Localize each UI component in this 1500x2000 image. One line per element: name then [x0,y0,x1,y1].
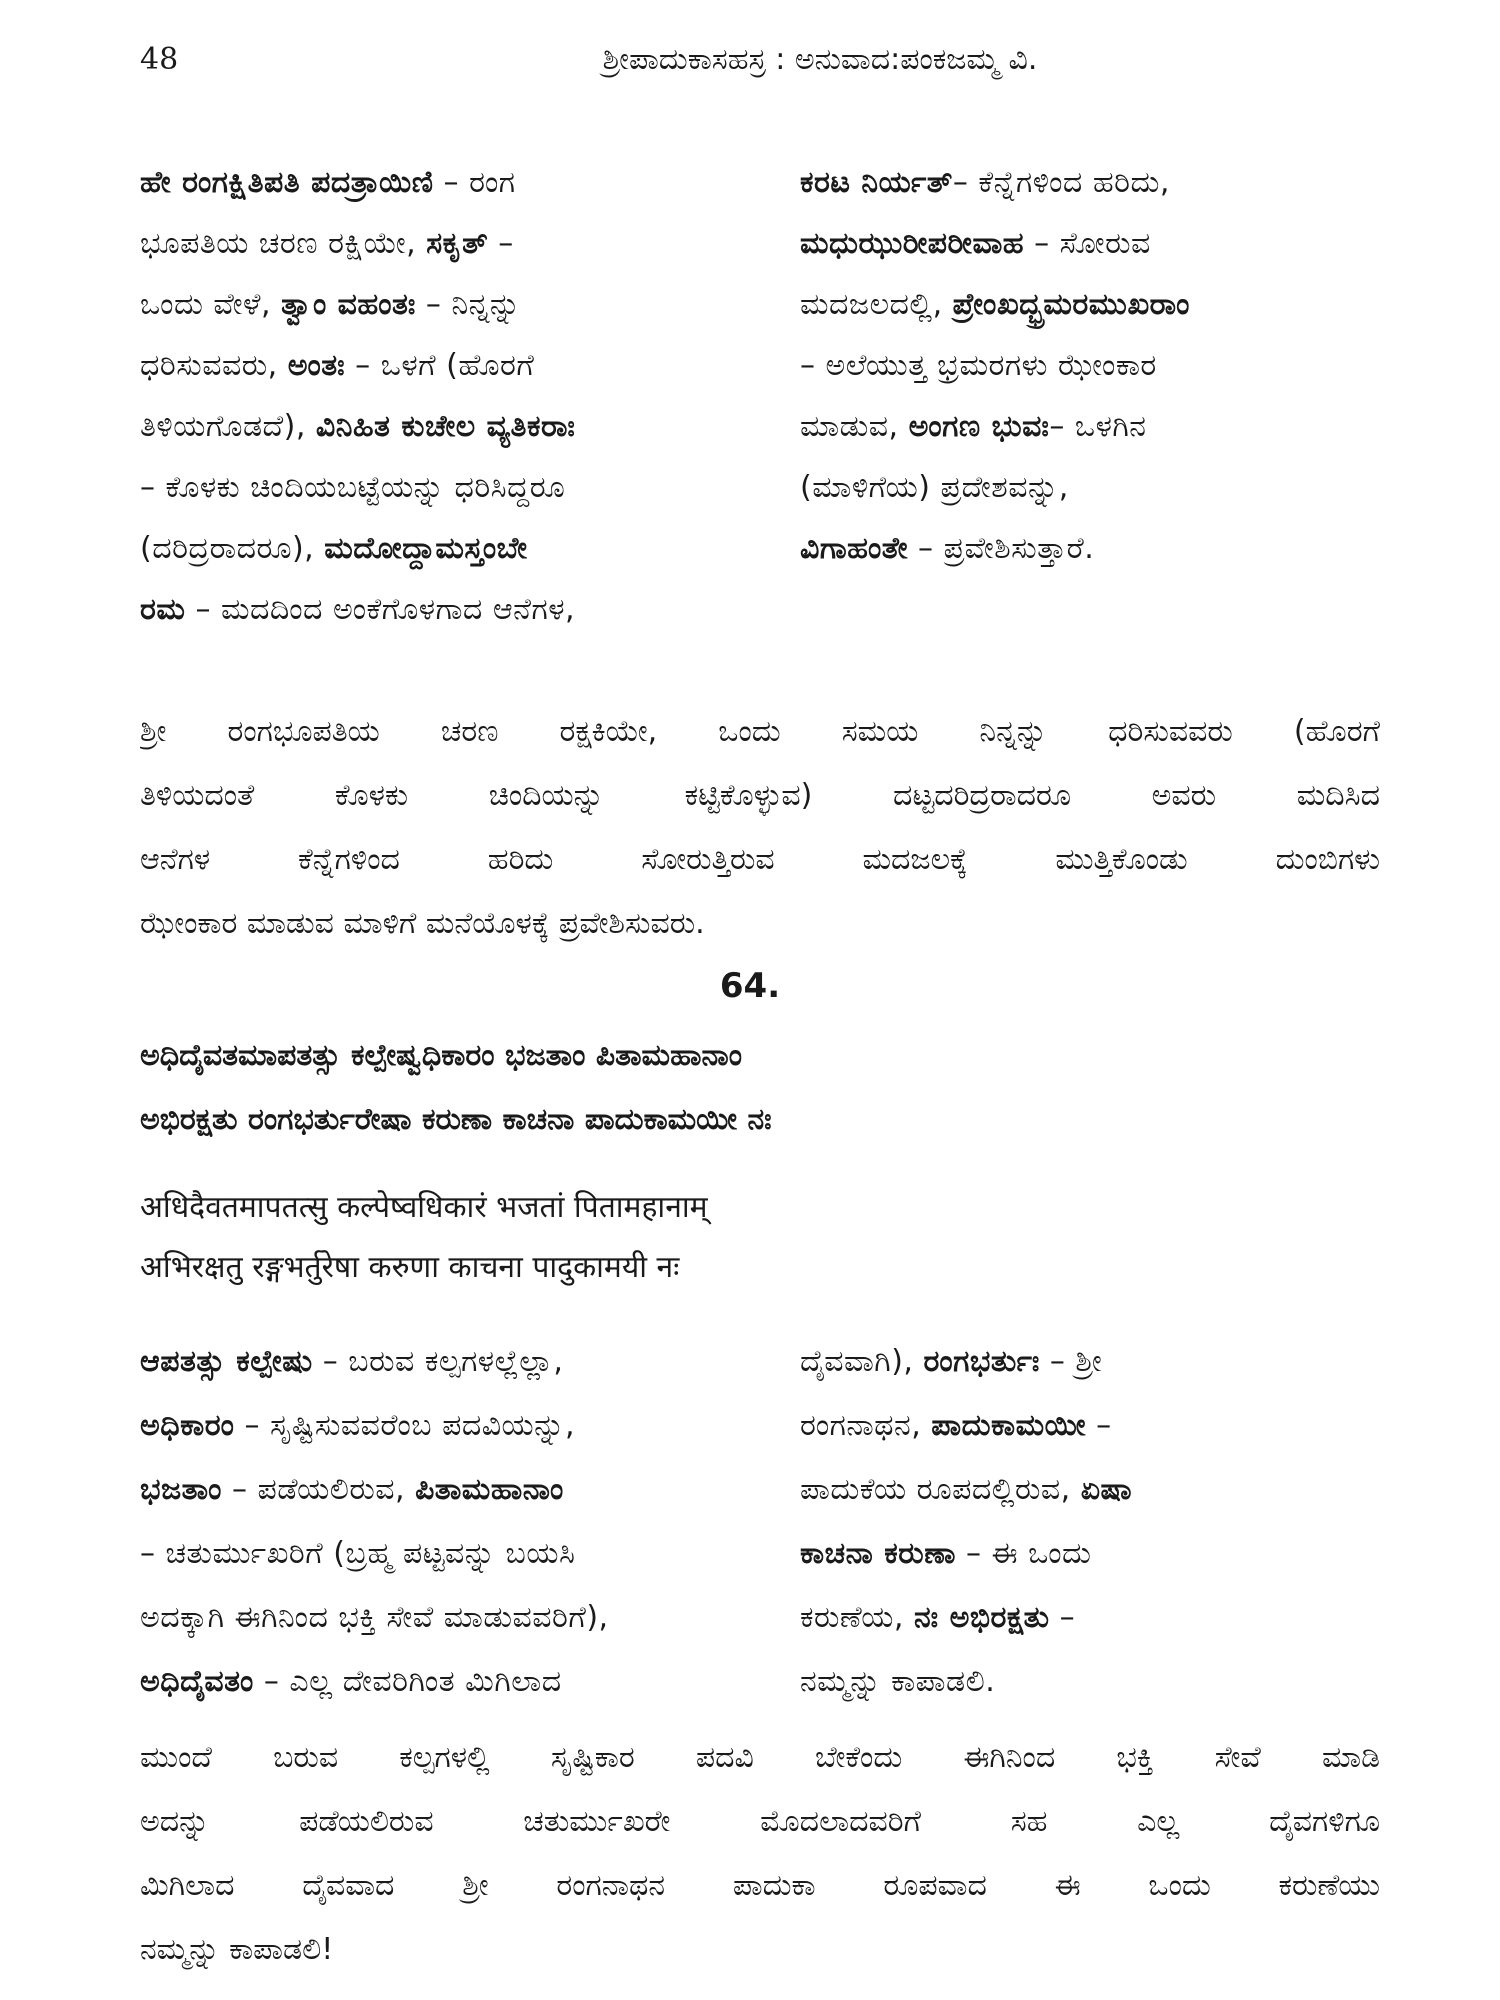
gloss-term: ಕರಟ ನಿರ್ಯತ್ [800,165,953,200]
verse-sanskrit [140,1178,1380,1298]
gloss-meaning: (ದರಿದ್ರರಾದರೂ), [140,531,325,566]
gloss-line [140,1650,750,1714]
gloss-meaning: – ಎಲ್ಲ ದೇವರಿಗಿಂತ ಮಿಗಿಲಾದ [253,1664,562,1699]
gloss-term: ಕಾಚನಾ ಕರುಣಾ [800,1536,956,1571]
gloss-meaning: – ಶ್ರೀ [1039,1344,1103,1379]
gloss-line [140,1394,750,1458]
gloss-meaning: – ಬರುವ ಕಲ್ಪಗಳಲ್ಲೆಲ್ಲಾ, [312,1344,564,1379]
gloss-line [140,213,750,274]
gloss-line [800,1650,1380,1714]
gloss-left-column [140,152,750,640]
verse-kannada [140,1024,1380,1152]
sanskrit-line: अधिदैवतमापतत्सु कल्पेष्वधिकारं भजतां पितामहानाम् [140,1190,708,1225]
gloss-line [140,152,750,213]
gloss-meaning: ಒಂದು ವೇಳೆ, [140,287,282,322]
gloss-meaning: – ಪ್ರವೇಶಿಸುತ್ತಾರೆ. [908,531,1095,566]
gloss-term: ಏಷಾ [1080,1472,1133,1507]
gloss-line [800,1586,1380,1650]
gloss-term: ಮಧುಝುರೀಪರೀವಾಹ [800,226,1025,261]
paragraph-line: ಆನೆಗಳ ಕೆನ್ನೆಗಳಿಂದ ಹರಿದು ಸೋರುತ್ತಿರುವ ಮದಜಲಕ್ಕೆ ಮುತ್ತಿಕೊಂಡು ದುಂಬಿಗಳು [140,842,1380,877]
gloss-meaning: – [1049,1600,1076,1635]
gloss-term: ಪಿತಾಮಹಾನಾಂ [415,1472,564,1507]
gloss-term: ವಿನಿಹಿತ ಕುಚೇಲ ವ್ಯತಿಕರಾಃ [315,409,576,444]
gloss-line [140,335,750,396]
word-gloss-verse-63 [140,152,1380,640]
gloss-line [140,1458,750,1522]
gloss-meaning: ದೈವವಾಗಿ), [800,1344,924,1379]
verse-number: 64. [719,966,781,1006]
gloss-meaning: – ಸೋರುವ [1024,226,1151,261]
gloss-line [800,1458,1380,1522]
gloss-meaning: – ಚತುರ್ಮುಖರಿಗೆ (ಬ್ರಹ್ಮ ಪಟ್ಟವನ್ನು ಬಯಸಿ [140,1536,576,1571]
gloss-line [800,335,1380,396]
gloss-term: ಅಧಿದೈವತಂ [140,1664,254,1699]
gloss-meaning: ಅದಕ್ಕಾಗಿ ಈಗಿನಿಂದ ಭಕ್ತಿ ಸೇವೆ ಮಾಡುವವರಿಗೆ), [140,1600,609,1635]
paragraph-line: ಮಿಗಿಲಾದ ದೈವವಾದ ಶ್ರೀ ರಂಗನಾಥನ ಪಾದುಕಾ ರೂಪವಾದ ಈ ಒಂದು ಕರುಣೆಯು [140,1868,1380,1903]
gloss-line [140,1522,750,1586]
paragraph-line: ತಿಳಿಯದಂತೆ ಕೊಳಕು ಚಿಂದಿಯನ್ನು ಕಟ್ಟಿಕೊಳ್ಳುವ) ದಟ್ಟದರಿದ್ರರಾದರೂ ಅವರು ಮದಿಸಿದ [140,778,1380,813]
gloss-line [800,518,1380,579]
gloss-left-column [140,1330,750,1714]
gloss-meaning: – ರಂಗ [433,165,516,200]
gloss-line [800,274,1380,335]
page-number: 48 [140,42,179,77]
verse-line: ಅಭಿರಕ್ಷತು ರಂಗಭರ್ತುರೇಷಾ ಕರುಣಾ ಕಾಚನಾ ಪಾದುಕಾಮಯೀ ನಃ [140,1102,772,1137]
sanskrit-line: अभिरक्षतु रङ्गभर्तुरेषा करुणा काचना पादुकामयी नः [140,1250,680,1285]
gloss-meaning: ಮದಜಲದಲ್ಲಿ, [800,287,953,322]
gloss-term: ಪಾದುಕಾಮಯೀ [931,1408,1087,1443]
gloss-term: ಪ್ರೇಂಖದ್ಭ್ರಮರಮುಖರಾಂ [952,287,1190,322]
gloss-term: ನಃ ಅಭಿರಕ್ಷತು [914,1600,1050,1635]
gloss-term: ಹೇ ರಂಗಕ್ಷಿತಿಪತಿ ಪದತ್ರಾಯಿಣಿ [140,165,434,200]
gloss-meaning: – ಕೊಳಕು ಚಿಂದಿಯಬಟ್ಟೆಯನ್ನು ಧರಿಸಿದ್ದರೂ [140,470,566,505]
gloss-meaning: ಪಾದುಕೆಯ ರೂಪದಲ್ಲಿರುವ, [800,1472,1081,1507]
word-gloss-verse-64 [140,1330,1380,1714]
running-title: ಶ್ರೀಪಾದುಕಾಸಹಸ್ರ : ಅನುವಾದ:ಪಂಕಜಮ್ಮ ವಿ. [602,42,1038,77]
gloss-line [140,1586,750,1650]
gloss-line [140,457,750,518]
gloss-term: ಸಕೃತ್ [426,226,489,261]
gloss-meaning: – ಅಲೆಯುತ್ತ ಭ್ರಮರಗಳು ಝೇಂಕಾರ [800,348,1157,383]
gloss-meaning: – ಪಡೆಯಲಿರುವ, [221,1472,416,1507]
gloss-meaning: – ಸೃಷ್ಟಿಸುವವರೆಂಬ ಪದವಿಯನ್ನು, [234,1408,575,1443]
gloss-term: ಅಂಗಣ ಭುವಃ [908,409,1050,444]
gloss-line [800,213,1380,274]
paragraph-line: ಮುಂದೆ ಬರುವ ಕಲ್ಪಗಳಲ್ಲಿ ಸೃಷ್ಟಿಕಾರ ಪದವಿ ಬೇಕೆಂದು ಈಗಿನಿಂದ ಭಕ್ತಿ ಸೇವೆ ಮಾಡಿ [140,1740,1380,1775]
gloss-meaning: – ಕೆನ್ನೆಗಳಿಂದ ಹರಿದು, [952,165,1170,200]
gloss-term: ಭಜತಾಂ [140,1472,222,1507]
gloss-meaning: – [488,226,514,261]
gloss-line [800,1330,1380,1394]
gloss-term: ಆಪತತ್ಸು ಕಲ್ಪೇಷು [140,1344,313,1379]
gloss-meaning: – ಒಳಗಿನ [1049,409,1147,444]
gloss-right-column [800,152,1380,640]
gloss-term: ಮದೋದ್ದಾಮಸ್ತಂಬೇ [324,531,528,566]
paragraph-line: ಝೇಂಕಾರ ಮಾಡುವ ಮಾಳಿಗೆ ಮನೆಯೊಳಕ್ಕೆ ಪ್ರವೇಶಿಸುವರು. [140,906,705,941]
gloss-line [800,1394,1380,1458]
paragraph-line: ಅದನ್ನು ಪಡೆಯಲಿರುವ ಚತುರ್ಮುಖರೇ ಮೊದಲಾದವರಿಗೆ ಸಹ ಎಲ್ಲ ದೈವಗಳಿಗೂ [140,1804,1380,1839]
gloss-meaning: – ನಿನ್ನನ್ನು [415,287,521,322]
gloss-meaning: ಭೂಪತಿಯ ಚರಣ ರಕ್ಷಿಯೇ, [140,226,427,261]
gloss-meaning: ತಿಳಿಯಗೊಡದೆ), [140,409,316,444]
gloss-line [140,579,750,640]
gloss-term: ಅಧಿಕಾರಂ [140,1408,235,1443]
gloss-meaning: (ಮಾಳಿಗೆಯ) ಪ್ರದೇಶವನ್ನು, [800,470,1069,505]
gloss-meaning: – ಈ ಒಂದು [955,1536,1092,1571]
gloss-line [800,152,1380,213]
gloss-meaning: ಕರುಣೆಯ, [800,1600,914,1635]
gloss-term: ಅಂತಃ [287,348,346,383]
gloss-meaning: ಮಾಡುವ, [800,409,909,444]
gloss-term: ರಂಗಭರ್ತುಃ [923,1344,1040,1379]
paragraph-line: ನಮ್ಮನ್ನು ಕಾಪಾಡಲಿ! [140,1932,334,1967]
gloss-meaning: ನಮ್ಮನ್ನು ಕಾಪಾಡಲಿ. [800,1664,996,1699]
meaning-paragraph-verse-64 [140,1726,1380,1982]
gloss-term: ರಮ [140,592,186,627]
gloss-meaning: ರಂಗನಾಥನ, [800,1408,932,1443]
gloss-meaning: ಧರಿಸುವವರು, [140,348,288,383]
gloss-right-column [800,1330,1380,1714]
gloss-line [800,457,1380,518]
meaning-paragraph-verse-63 [140,700,1380,956]
verse-line: ಅಧಿದೈವತಮಾಪತತ್ಸು ಕಲ್ಪೇಷ್ವಧಿಕಾರಂ ಭಜತಾಂ ಪಿತಾಮಹಾನಾಂ [140,1038,743,1073]
gloss-line [140,274,750,335]
gloss-line [140,1330,750,1394]
gloss-line [140,396,750,457]
gloss-term: ವಿಗಾಹಂತೇ [800,531,908,566]
gloss-line [800,1522,1380,1586]
gloss-meaning: – [1086,1408,1112,1443]
gloss-line [800,396,1380,457]
gloss-meaning: – ಒಳಗೆ (ಹೊರಗೆ [345,348,535,383]
page-header [140,42,1380,92]
gloss-line [140,518,750,579]
paragraph-line: ಶ್ರೀ ರಂಗಭೂಪತಿಯ ಚರಣ ರಕ್ಷಕಿಯೇ, ಒಂದು ಸಮಯ ನಿನ್ನನ್ನು ಧರಿಸುವವರು (ಹೊರಗೆ [140,714,1380,749]
gloss-meaning: – ಮದದಿಂದ ಅಂಕೆಗೊಳಗಾದ ಆನೆಗಳ, [185,592,576,627]
gloss-term: ತ್ವಾಂ ವಹಂತಃ [281,287,416,322]
